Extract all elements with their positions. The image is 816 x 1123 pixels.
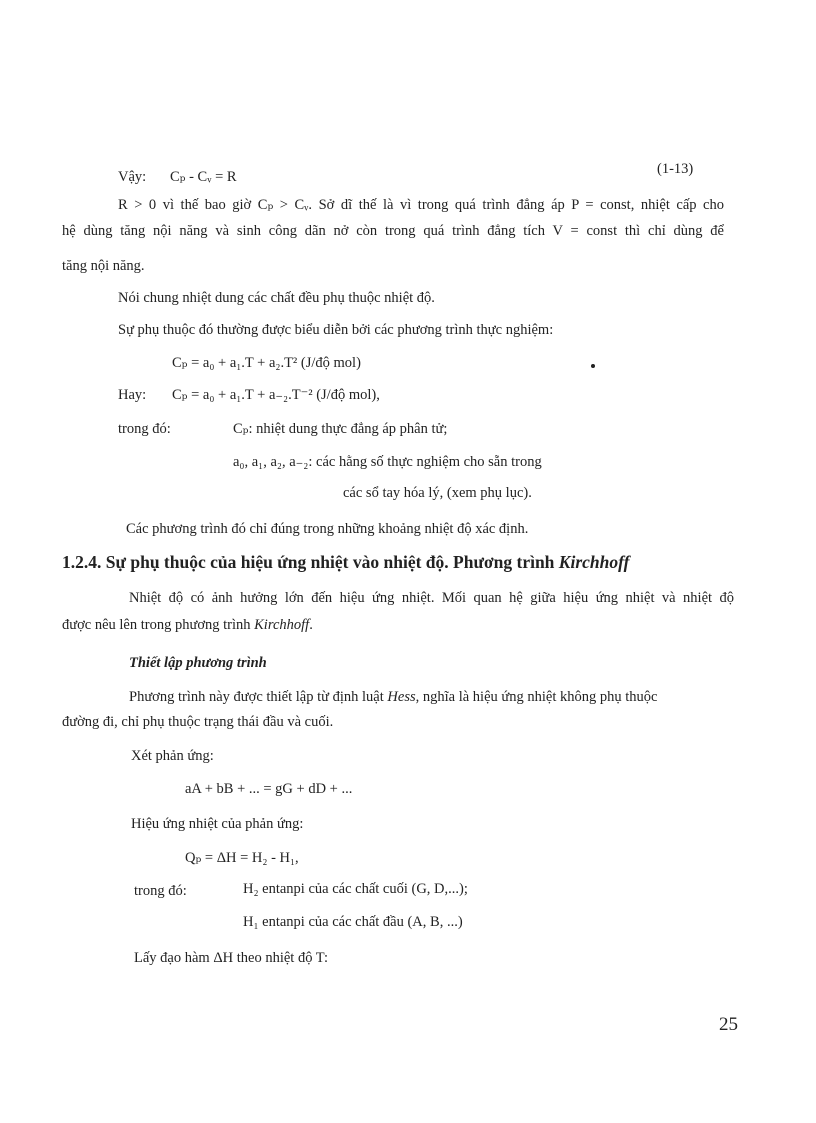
kirchhoff-term: Kirchhoff [254, 617, 310, 633]
where-2-def-h2: H₂ entanpi của các chất cuối (G, D,...); [243, 881, 468, 897]
section-heading-name: Kirchhoff [558, 552, 630, 572]
consider-reaction: Xét phản ứng: [131, 748, 214, 764]
para-influence-line-1: Nhiệt độ có ảnh hưởng lớn đến hiệu ứng nhiệt. Mối quan hệ giữa hiệu ứng nhiệt và nhiệt độ [129, 590, 734, 606]
section-heading [62, 551, 629, 573]
where-2-lead: trong đó: [134, 883, 187, 899]
derivative-line: Lấy đạo hàm ΔH theo nhiệt độ T: [134, 950, 328, 966]
para-r-line-2: hệ dùng tăng nội năng và sinh công dãn nở còn trong quá trình đẳng tích V = const thì chỉ dùng để [62, 223, 724, 239]
para-empirical: Sự phụ thuộc đó thường được biểu diễn bởi các phương trình thực nghiệm: [118, 322, 554, 338]
page-number: 25 [719, 1014, 738, 1035]
para-influence-line-2 [62, 616, 313, 634]
equation-cp-2: Cₚ = a₀ + a₁.T + a₋₂.T⁻² (J/độ mol), [172, 387, 380, 403]
where-1-def-constants-cont: các sổ tay hóa lý, (xem phụ lục). [343, 485, 532, 501]
para-hess-text-a: Phương trình này được thiết lập từ định luật [129, 689, 388, 705]
para-valid-range: Các phương trình đó chỉ đúng trong những khoảng nhiệt độ xác định. [126, 521, 529, 537]
stray-dot [591, 364, 595, 368]
para-hess-line-2: đường đi, chỉ phụ thuộc trạng thái đầu và cuối. [62, 714, 334, 730]
para-influence-text: được nêu lên trong phương trình [62, 617, 255, 633]
reaction-equation: aA + bB + ... = gG + dD + ... [185, 781, 353, 797]
section-heading-text: 1.2.4. Sự phụ thuộc của hiệu ứng nhiệt vào nhiệt độ. Phương trình [62, 552, 559, 572]
para-hess-line-1 [129, 688, 657, 706]
equation-qp: Qₚ = ΔH = H₂ - H₁, [185, 850, 299, 866]
eq-1-13-formula: Cₚ - Cᵥ = R [170, 169, 237, 185]
heat-effect-label: Hiệu ứng nhiệt của phản ứng: [131, 816, 304, 832]
hess-term: Hess [387, 689, 416, 705]
where-2-def-h1: H₁ entanpi của các chất đầu (A, B, ...) [243, 914, 463, 930]
where-1-def-constants: a₀, a₁, a₂, a₋₂: các hằng số thực nghiệm cho sẵn trong [233, 454, 542, 470]
para-r-line-1: R > 0 vì thế bao giờ Cₚ > Cᵥ. Sở dĩ thế là vì trong quá trình đẳng áp P = const, nhiệt cấp cho [118, 197, 724, 213]
equation-cp-1: Cₚ = a₀ + a₁.T + a₂.T² (J/độ mol) [172, 355, 361, 371]
para-r-line-3: tăng nội năng. [62, 258, 145, 274]
para-hess-text-b: , nghĩa là hiệu ứng nhiệt không phụ thuộc [415, 689, 658, 705]
eq-1-13-lead: Vậy: [118, 169, 147, 185]
subheading-setup: Thiết lập phương trình [129, 655, 267, 671]
equation-cp-2-lead: Hay: [118, 387, 147, 403]
eq-1-13-number: (1-13) [657, 161, 694, 177]
para-influence-end: . [309, 617, 313, 633]
where-1-def-cp: Cₚ: nhiệt dung thực đẳng áp phân tử; [233, 421, 448, 437]
para-general: Nói chung nhiệt dung các chất đều phụ thuộc nhiệt độ. [118, 290, 435, 306]
where-1-lead: trong đó: [118, 421, 171, 437]
